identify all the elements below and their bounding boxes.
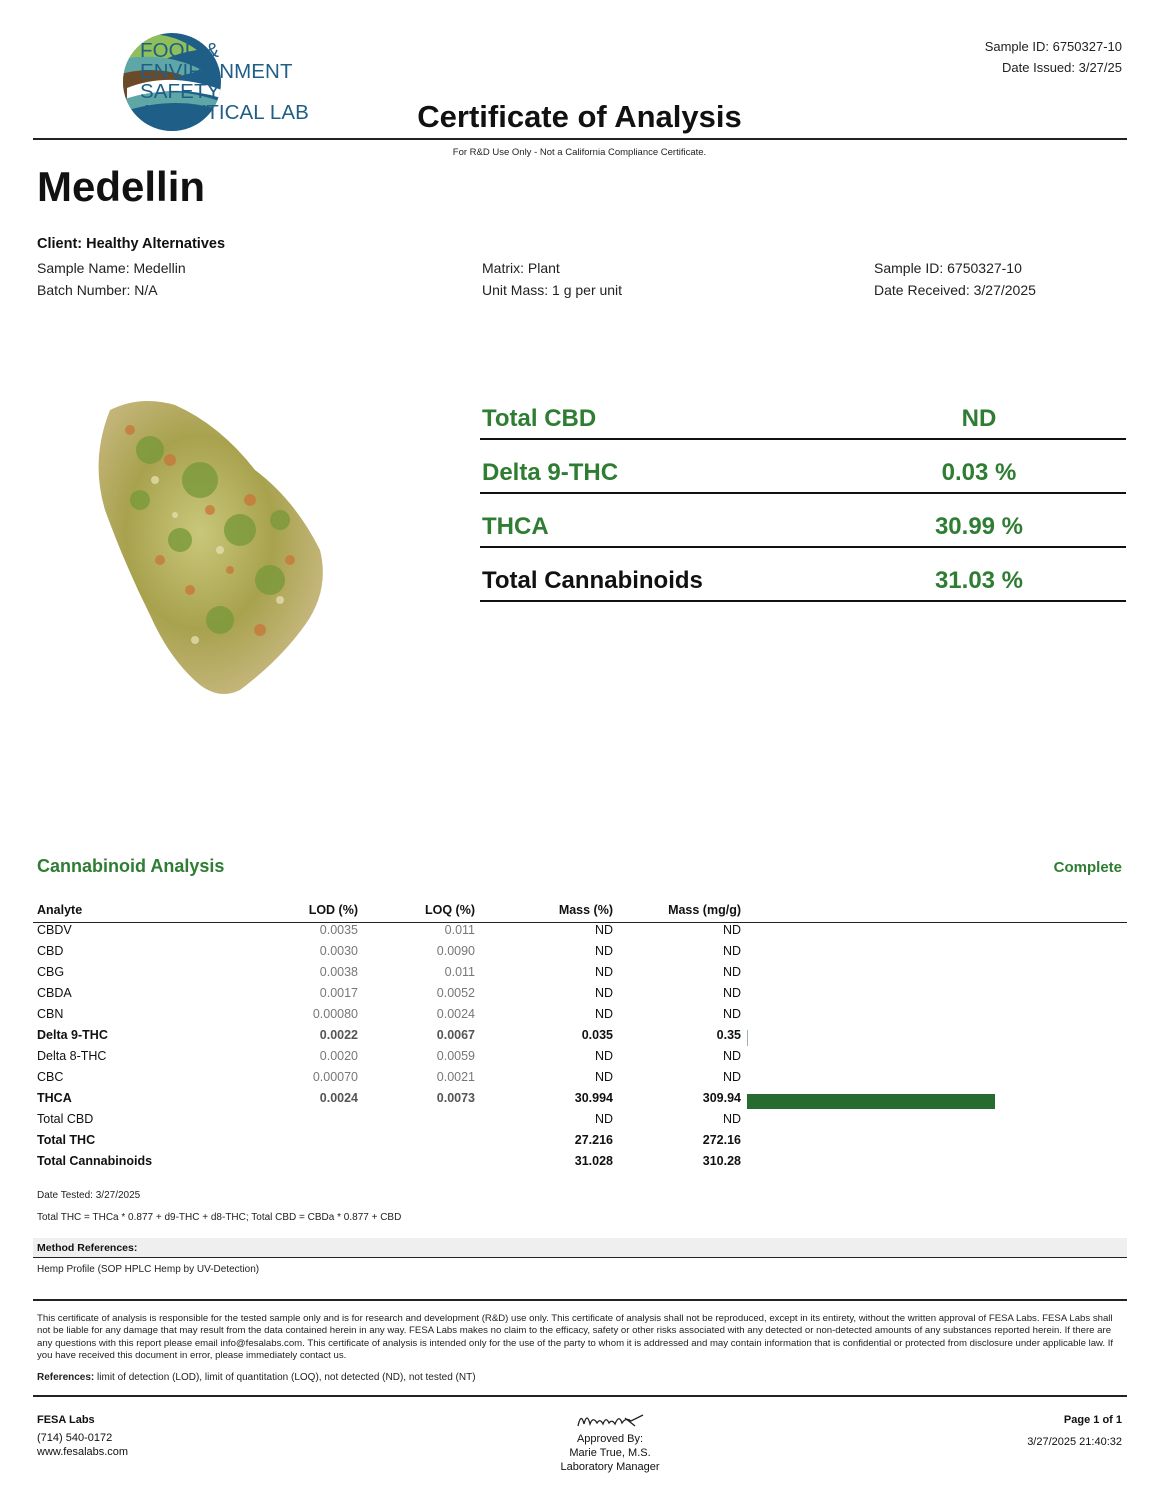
col-mass-pct: Mass (%) xyxy=(558,903,613,917)
mass-pct-cell: ND xyxy=(594,1112,613,1126)
analyte-cell: Total Cannabinoids xyxy=(37,1154,153,1168)
mass-mg-cell: 309.94 xyxy=(702,1091,741,1105)
mass-pct-cell: ND xyxy=(594,1070,613,1084)
approved-by-label: Approved By: xyxy=(576,1433,644,1445)
table-row xyxy=(33,1028,1127,1049)
footer-website: www.fesalabs.com xyxy=(37,1446,129,1458)
footer-divider xyxy=(33,1395,1127,1397)
analysis-title: Cannabinoid Analysis xyxy=(37,856,225,876)
footer-lab-name: FESA Labs xyxy=(37,1414,95,1426)
mass-bar xyxy=(747,1094,995,1109)
analyte-cell: Total THC xyxy=(37,1133,96,1147)
lab-name: FOOD & ENVIRONMENT SAFETY ANALYTICAL LAB xyxy=(140,39,309,124)
client-name: Client: Healthy Alternatives xyxy=(37,236,226,252)
loq-cell: 0.011 xyxy=(444,965,475,979)
loq-cell: 0.011 xyxy=(444,923,475,937)
table-row xyxy=(33,965,1127,986)
loq-cell: 0.0067 xyxy=(436,1028,475,1042)
analysis-table-header xyxy=(33,903,1127,923)
table-row xyxy=(33,944,1127,965)
analyte-cell: Delta 8-THC xyxy=(37,1049,107,1063)
matrix: Matrix: Plant xyxy=(482,260,560,276)
analyte-cell: Delta 9-THC xyxy=(37,1028,108,1042)
sample-name: Sample Name: Medellin xyxy=(37,260,186,276)
loq-cell: 0.0059 xyxy=(436,1049,475,1063)
sample-photo xyxy=(80,390,340,700)
mass-mg-cell: 0.35 xyxy=(716,1028,741,1042)
mass-pct-cell: 30.994 xyxy=(574,1091,613,1105)
sample-title: Medellin xyxy=(37,163,206,210)
method-references-label: Method References: xyxy=(37,1242,138,1254)
table-row xyxy=(33,1112,1127,1133)
mass-bar xyxy=(747,1030,748,1046)
lod-cell: 0.0035 xyxy=(319,923,358,937)
lod-cell: 0.0022 xyxy=(319,1028,358,1042)
mass-pct-cell: ND xyxy=(594,1007,613,1021)
date-received: Date Received: 3/27/2025 xyxy=(874,282,1036,298)
mass-mg-cell: ND xyxy=(722,965,741,979)
summary-thca: THCA 30.99 % xyxy=(480,494,1126,548)
usage-note: For R&D Use Only - Not a California Compliance Certificate. xyxy=(452,147,707,158)
analyte-cell: CBD xyxy=(37,944,64,958)
table-row xyxy=(33,986,1127,1007)
mass-mg-cell: ND xyxy=(722,1112,741,1126)
col-lod: LOD (%) xyxy=(308,903,358,917)
approver-name: Marie True, M.S. xyxy=(569,1447,651,1459)
total-formula: Total THC = THCa * 0.877 + d9-THC + d8-THC; Total CBD = CBDa * 0.877 + CBD xyxy=(37,1212,402,1223)
loq-cell: 0.0073 xyxy=(436,1091,475,1105)
analyte-cell: CBDV xyxy=(37,923,72,937)
analyte-cell: THCA xyxy=(37,1091,72,1105)
col-analyte: Analyte xyxy=(37,903,83,917)
unit-mass: Unit Mass: 1 g per unit xyxy=(482,282,623,298)
table-row xyxy=(33,1049,1127,1070)
approver-title: Laboratory Manager xyxy=(560,1461,660,1473)
header-date-issued: Date Issued: 3/27/25 xyxy=(1002,60,1122,75)
analyte-cell: CBG xyxy=(37,965,65,979)
summary-total-cbd: Total CBD ND xyxy=(480,386,1126,440)
summary-delta9-thc: Delta 9-THC 0.03 % xyxy=(480,440,1126,494)
col-loq: LOQ (%) xyxy=(425,903,475,917)
references-label: References: xyxy=(37,1372,95,1383)
table-row xyxy=(33,1091,1127,1112)
loq-cell: 0.0052 xyxy=(436,986,475,1000)
mass-mg-cell: 310.28 xyxy=(702,1154,741,1168)
mass-pct-cell: ND xyxy=(594,1049,613,1063)
col-mass-mg: Mass (mg/g) xyxy=(668,903,741,917)
footer-approval xyxy=(0,1432,1159,1474)
method-references-bar xyxy=(33,1238,1127,1258)
lod-cell: 0.00070 xyxy=(312,1070,358,1084)
mass-mg-cell: ND xyxy=(722,944,741,958)
loq-cell: 0.0021 xyxy=(436,1070,475,1084)
page-number: Page 1 of 1 xyxy=(1063,1414,1122,1426)
mass-mg-cell: 272.16 xyxy=(702,1133,741,1147)
references-text: limit of detection (LOD), limit of quantitation (LOQ), not detected (ND), not tested (NT) xyxy=(94,1372,476,1383)
footer-phone: (714) 540-0172 xyxy=(37,1432,113,1444)
header-sample-id: Sample ID: 6750327-10 xyxy=(984,39,1122,54)
references xyxy=(37,1372,476,1383)
analyte-cell: Total CBD xyxy=(37,1112,94,1126)
disclaimer-divider xyxy=(33,1299,1127,1301)
table-row xyxy=(33,1133,1127,1154)
lod-cell: 0.0020 xyxy=(319,1049,358,1063)
document-title: Certificate of Analysis xyxy=(417,99,742,134)
mass-mg-cell: ND xyxy=(722,923,741,937)
table-row xyxy=(33,1070,1127,1091)
header-meta xyxy=(985,36,1122,78)
lod-cell: 0.00080 xyxy=(312,1007,358,1021)
loq-cell: 0.0090 xyxy=(436,944,475,958)
lod-cell: 0.0038 xyxy=(319,965,358,979)
footer-timestamp: 3/27/2025 21:40:32 xyxy=(1027,1436,1122,1448)
disclaimer: This certificate of analysis is responsible for the tested sample only and is for research and development (R&D) use only. This certificate of analysis shall not be reproduced, except in its entirety, without the written approval of FESA Labs. FESA Labs shall not be liable for any damage that may result from the data contained herein in any way. FESA Labs makes no claim to the efficacy, safety or other risks associated with any detected or non-detected amounts of any substances reported herein. If there are any questions with this report please email info@fesalabs.com. This certificate of analysis is intended only for the use of the party to whom it is addressed and may contain information that is confidential or protected from disclosure under applicable law. If you have received this document in error, please immediately contact us. xyxy=(37,1313,1114,1362)
analyte-cell: CBC xyxy=(37,1070,64,1084)
analyte-cell: CBDA xyxy=(37,986,72,1000)
header-divider xyxy=(33,138,1127,140)
mass-mg-cell: ND xyxy=(722,1007,741,1021)
mass-pct-cell: 0.035 xyxy=(581,1028,613,1042)
method-reference: Hemp Profile (SOP HPLC Hemp by UV-Detection) xyxy=(37,1264,260,1275)
mass-pct-cell: ND xyxy=(594,986,613,1000)
analysis-status: Complete xyxy=(1053,859,1122,876)
mass-mg-cell: ND xyxy=(722,986,741,1000)
date-tested: Date Tested: 3/27/2025 xyxy=(37,1190,141,1201)
mass-mg-cell: ND xyxy=(722,1049,741,1063)
table-row xyxy=(33,1154,1127,1175)
mass-pct-cell: ND xyxy=(594,965,613,979)
mass-pct-cell: 31.028 xyxy=(574,1154,613,1168)
lod-cell: 0.0030 xyxy=(319,944,358,958)
mass-pct-cell: 27.216 xyxy=(574,1133,613,1147)
batch-number: Batch Number: N/A xyxy=(37,282,158,298)
lod-cell: 0.0024 xyxy=(319,1091,358,1105)
sample-id: Sample ID: 6750327-10 xyxy=(874,260,1022,276)
approver-signature xyxy=(575,1406,650,1432)
mass-pct-cell: ND xyxy=(594,944,613,958)
mass-mg-cell: ND xyxy=(722,1070,741,1084)
table-row xyxy=(33,1007,1127,1028)
loq-cell: 0.0024 xyxy=(436,1007,475,1021)
mass-pct-cell: ND xyxy=(594,923,613,937)
analyte-cell: CBN xyxy=(37,1007,64,1021)
footer-page xyxy=(1027,1413,1122,1449)
table-row xyxy=(33,923,1127,944)
lod-cell: 0.0017 xyxy=(319,986,358,1000)
summary-total-cannabinoids: Total Cannabinoids 31.03 % xyxy=(480,548,1126,602)
